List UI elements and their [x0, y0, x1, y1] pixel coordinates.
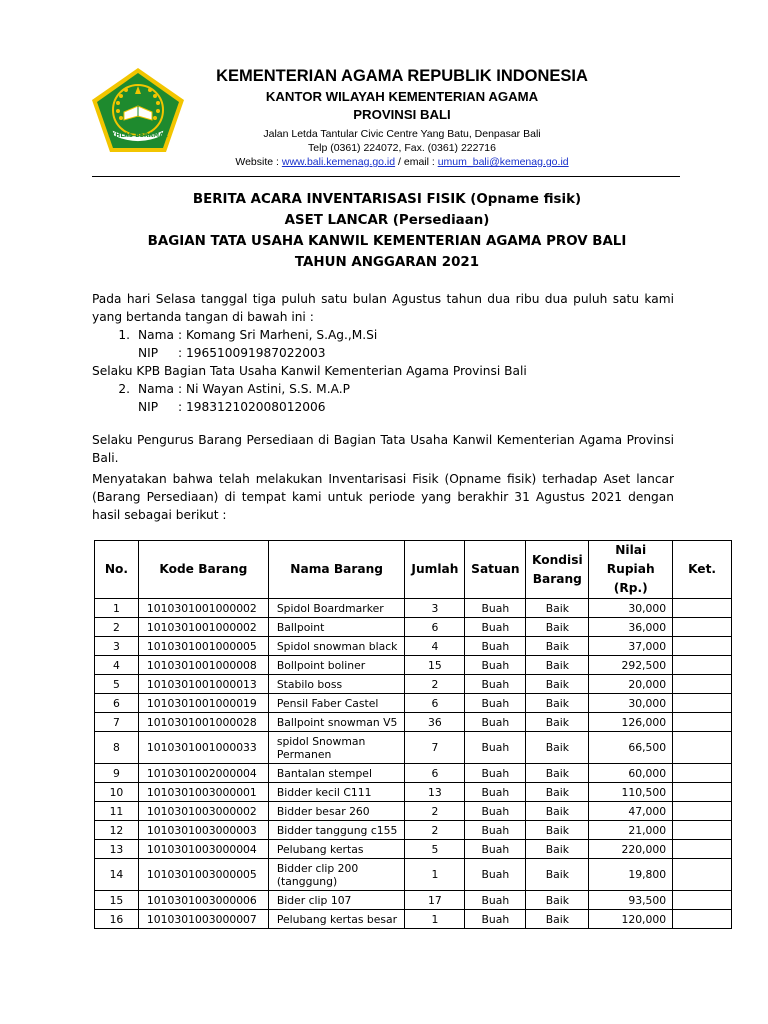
cell-kondisi: Baik [526, 859, 589, 891]
cell-ket [673, 675, 732, 694]
table-row [95, 821, 732, 840]
table-row [95, 656, 732, 675]
table-header-row [95, 541, 732, 599]
cell-nilai: 110,500 [589, 783, 673, 802]
table-row [95, 802, 732, 821]
cell-nama: spidol Snowman Permanen [268, 732, 405, 764]
signer2-name-label: Nama [138, 382, 174, 396]
signer2-name-row [92, 380, 674, 398]
cell-nilai: 120,000 [589, 910, 673, 929]
table-row [95, 599, 732, 618]
signer2-name: : Ni Wayan Astini, S.S. M.A.P [178, 382, 350, 396]
table-row [95, 764, 732, 783]
table-row [95, 732, 732, 764]
cell-nama: Bidder besar 260 [268, 802, 405, 821]
cell-jumlah: 1 [405, 910, 465, 929]
cell-kondisi: Baik [526, 656, 589, 675]
cell-nama: Spidol snowman black [268, 637, 405, 656]
heading-line-1: BERITA ACARA INVENTARISASI FISIK (Opname fisik) [192, 192, 582, 207]
cell-jumlah: 5 [405, 840, 465, 859]
col-header-no: No. [95, 541, 139, 599]
cell-jumlah: 13 [405, 783, 465, 802]
cell-ket [673, 637, 732, 656]
signer2-nip: : 198312102008012006 [178, 400, 326, 414]
cell-kondisi: Baik [526, 891, 589, 910]
cell-kode: 1010301001000013 [138, 675, 268, 694]
table-row [95, 910, 732, 929]
cell-nama: Pelubang kertas besar [268, 910, 405, 929]
cell-no: 11 [95, 802, 139, 821]
cell-no: 1 [95, 599, 139, 618]
cell-ket [673, 840, 732, 859]
phone-fax: Telp (0361) 224072, Fax. (0361) 222716 [308, 142, 496, 154]
cell-satuan: Buah [465, 637, 526, 656]
website-link[interactable]: www.bali.kemenag.go.id [281, 156, 396, 168]
table-body [95, 599, 732, 929]
cell-no: 14 [95, 859, 139, 891]
cell-ket [673, 713, 732, 732]
statement-paragraph: Menyatakan bahwa telah melakukan Inventarisasi Fisik (Opname fisik) terhadap Aset lancar (Barang Persediaan) di tempat kami untuk periode yang berakhir 31 Agustus 2021 dengan hasil sebagai berikut : [92, 472, 674, 522]
cell-nama: Bantalan stempel [268, 764, 405, 783]
cell-kode: 1010301003000007 [138, 910, 268, 929]
ministry-title: KEMENTERIAN AGAMA REPUBLIK INDONESIA [216, 67, 588, 85]
heading-line-3: BAGIAN TATA USAHA KANWIL KEMENTERIAN AGAMA PROV BALI [147, 234, 627, 249]
cell-nilai: 93,500 [589, 891, 673, 910]
cell-kode: 1010301001000028 [138, 713, 268, 732]
cell-nilai: 36,000 [589, 618, 673, 637]
col-header-satuan: Satuan [465, 541, 526, 599]
signer1-number: 1. [118, 328, 130, 342]
cell-kode: 1010301003000004 [138, 840, 268, 859]
cell-nilai: 21,000 [589, 821, 673, 840]
col-header-ket: Ket. [673, 541, 732, 599]
signer2-number: 2. [118, 382, 130, 396]
cell-kode: 1010301002000004 [138, 764, 268, 783]
signer1-name: : Komang Sri Marheni, S.Ag.,M.Si [178, 328, 378, 342]
cell-jumlah: 17 [405, 891, 465, 910]
cell-ket [673, 910, 732, 929]
cell-kode: 1010301003000002 [138, 802, 268, 821]
table-row [95, 783, 732, 802]
cell-no: 8 [95, 732, 139, 764]
cell-kode: 1010301003000003 [138, 821, 268, 840]
email-link[interactable]: umum_bali@kemenag.go.id [437, 156, 569, 168]
cell-jumlah: 2 [405, 802, 465, 821]
cell-kondisi: Baik [526, 910, 589, 929]
cell-satuan: Buah [465, 713, 526, 732]
signer2-nip-label: NIP [138, 400, 159, 414]
cell-satuan: Buah [465, 802, 526, 821]
cell-kondisi: Baik [526, 764, 589, 783]
cell-jumlah: 1 [405, 859, 465, 891]
table-row [95, 694, 732, 713]
cell-no: 16 [95, 910, 139, 929]
cell-nilai: 60,000 [589, 764, 673, 783]
col-header-nama: Nama Barang [268, 541, 405, 599]
table-row [95, 675, 732, 694]
signer1-nip-label: NIP [138, 346, 159, 360]
cell-jumlah: 15 [405, 656, 465, 675]
cell-nama: Bider clip 107 [268, 891, 405, 910]
signer1-nip: : 196510091987022003 [178, 346, 326, 360]
cell-no: 15 [95, 891, 139, 910]
cell-nama: Pelubang kertas [268, 840, 405, 859]
cell-ket [673, 694, 732, 713]
cell-kode: 1010301001000008 [138, 656, 268, 675]
cell-nama: Spidol Boardmarker [268, 599, 405, 618]
cell-jumlah: 3 [405, 599, 465, 618]
contact-line [188, 155, 616, 169]
cell-jumlah: 4 [405, 637, 465, 656]
cell-kondisi: Baik [526, 694, 589, 713]
cell-nilai: 20,000 [589, 675, 673, 694]
cell-no: 7 [95, 713, 139, 732]
cell-satuan: Buah [465, 891, 526, 910]
svg-text:IKHLAS BERAMAL: IKHLAS BERAMAL [108, 132, 168, 139]
cell-jumlah: 6 [405, 764, 465, 783]
cell-jumlah: 6 [405, 694, 465, 713]
cell-ket [673, 859, 732, 891]
cell-kondisi: Baik [526, 675, 589, 694]
cell-ket [673, 783, 732, 802]
cell-ket [673, 732, 732, 764]
col-header-kondisi: Kondisi Barang [526, 541, 589, 599]
cell-nama: Bidder clip 200 (tanggung) [268, 859, 405, 891]
signer2-role: Selaku Pengurus Barang Persediaan di Bagian Tata Usaha Kanwil Kementerian Agama Provinsi Bali. [92, 433, 674, 465]
cell-satuan: Buah [465, 821, 526, 840]
cell-no: 5 [95, 675, 139, 694]
table-row [95, 840, 732, 859]
signer1-name-label: Nama [138, 328, 174, 342]
cell-jumlah: 36 [405, 713, 465, 732]
intro-paragraph: Pada hari Selasa tanggal tiga puluh satu bulan Agustus tahun dua ribu dua puluh satu kami yang bertanda tangan di bawah ini : [92, 292, 674, 324]
signer1-role: Selaku KPB Bagian Tata Usaha Kanwil Kementerian Agama Provinsi Bali [92, 364, 527, 378]
cell-no: 3 [95, 637, 139, 656]
kemenag-logo [90, 66, 186, 154]
table-row [95, 637, 732, 656]
cell-nilai: 220,000 [589, 840, 673, 859]
cell-satuan: Buah [465, 783, 526, 802]
cell-kondisi: Baik [526, 618, 589, 637]
cell-kode: 1010301001000005 [138, 637, 268, 656]
cell-kode: 1010301003000005 [138, 859, 268, 891]
cell-nama: Stabilo boss [268, 675, 405, 694]
cell-jumlah: 2 [405, 821, 465, 840]
cell-satuan: Buah [465, 694, 526, 713]
cell-kondisi: Baik [526, 840, 589, 859]
cell-no: 4 [95, 656, 139, 675]
address: Jalan Letda Tantular Civic Centre Yang Batu, Denpasar Bali [263, 128, 541, 140]
col-header-jumlah: Jumlah [405, 541, 465, 599]
table-row [95, 713, 732, 732]
cell-kondisi: Baik [526, 821, 589, 840]
cell-no: 13 [95, 840, 139, 859]
cell-nama: Bidder tanggung c155 [268, 821, 405, 840]
signer1-nip-row [92, 344, 674, 362]
cell-kode: 1010301003000006 [138, 891, 268, 910]
signer1-name-row [92, 326, 674, 344]
cell-kondisi: Baik [526, 599, 589, 618]
cell-ket [673, 764, 732, 783]
cell-kondisi: Baik [526, 802, 589, 821]
cell-kode: 1010301001000002 [138, 599, 268, 618]
table-row [95, 859, 732, 891]
cell-nilai: 37,000 [589, 637, 673, 656]
cell-satuan: Buah [465, 599, 526, 618]
col-header-kode: Kode Barang [138, 541, 268, 599]
inventory-table [94, 540, 732, 929]
cell-nilai: 292,500 [589, 656, 673, 675]
signer2-nip-row [92, 398, 674, 416]
heading-line-4: TAHUN ANGGARAN 2021 [294, 255, 480, 270]
cell-satuan: Buah [465, 656, 526, 675]
document-heading [80, 189, 694, 273]
emblem-icon [90, 66, 186, 154]
table-row [95, 618, 732, 637]
province-title: PROVINSI BALI [353, 107, 451, 122]
cell-nama: Ballpoint snowman V5 [268, 713, 405, 732]
letterhead-divider [92, 176, 680, 177]
cell-nilai: 30,000 [589, 694, 673, 713]
cell-jumlah: 2 [405, 675, 465, 694]
cell-satuan: Buah [465, 910, 526, 929]
cell-jumlah: 6 [405, 618, 465, 637]
cell-satuan: Buah [465, 675, 526, 694]
cell-jumlah: 7 [405, 732, 465, 764]
cell-nilai: 126,000 [589, 713, 673, 732]
cell-satuan: Buah [465, 764, 526, 783]
cell-ket [673, 802, 732, 821]
intro-block [92, 290, 674, 416]
letterhead [188, 66, 616, 169]
cell-kode: 1010301001000002 [138, 618, 268, 637]
cell-kondisi: Baik [526, 732, 589, 764]
cell-no: 9 [95, 764, 139, 783]
cell-nama: Pensil Faber Castel [268, 694, 405, 713]
cell-ket [673, 656, 732, 675]
cell-nama: Bidder kecil C111 [268, 783, 405, 802]
cell-no: 12 [95, 821, 139, 840]
cell-nama: Ballpoint [268, 618, 405, 637]
cell-no: 2 [95, 618, 139, 637]
email-label: / email : [395, 156, 438, 168]
cell-kondisi: Baik [526, 783, 589, 802]
cell-satuan: Buah [465, 618, 526, 637]
cell-nilai: 30,000 [589, 599, 673, 618]
cell-kondisi: Baik [526, 713, 589, 732]
cell-satuan: Buah [465, 732, 526, 764]
table-row [95, 891, 732, 910]
cell-ket [673, 618, 732, 637]
cell-satuan: Buah [465, 859, 526, 891]
cell-no: 6 [95, 694, 139, 713]
cell-kondisi: Baik [526, 637, 589, 656]
cell-nilai: 19,800 [589, 859, 673, 891]
cell-nilai: 47,000 [589, 802, 673, 821]
office-title: KANTOR WILAYAH KEMENTERIAN AGAMA [265, 89, 539, 104]
cell-no: 10 [95, 783, 139, 802]
cell-nama: Bollpoint boliner [268, 656, 405, 675]
cell-kode: 1010301003000001 [138, 783, 268, 802]
cell-nilai: 66,500 [589, 732, 673, 764]
cell-ket [673, 891, 732, 910]
cell-satuan: Buah [465, 840, 526, 859]
cell-ket [673, 821, 732, 840]
website-label: Website : [235, 156, 282, 168]
cell-kode: 1010301001000019 [138, 694, 268, 713]
col-header-nilai: Nilai Rupiah (Rp.) [589, 541, 673, 599]
cell-kode: 1010301001000033 [138, 732, 268, 764]
heading-line-2: ASET LANCAR (Persediaan) [284, 213, 490, 228]
cell-ket [673, 599, 732, 618]
